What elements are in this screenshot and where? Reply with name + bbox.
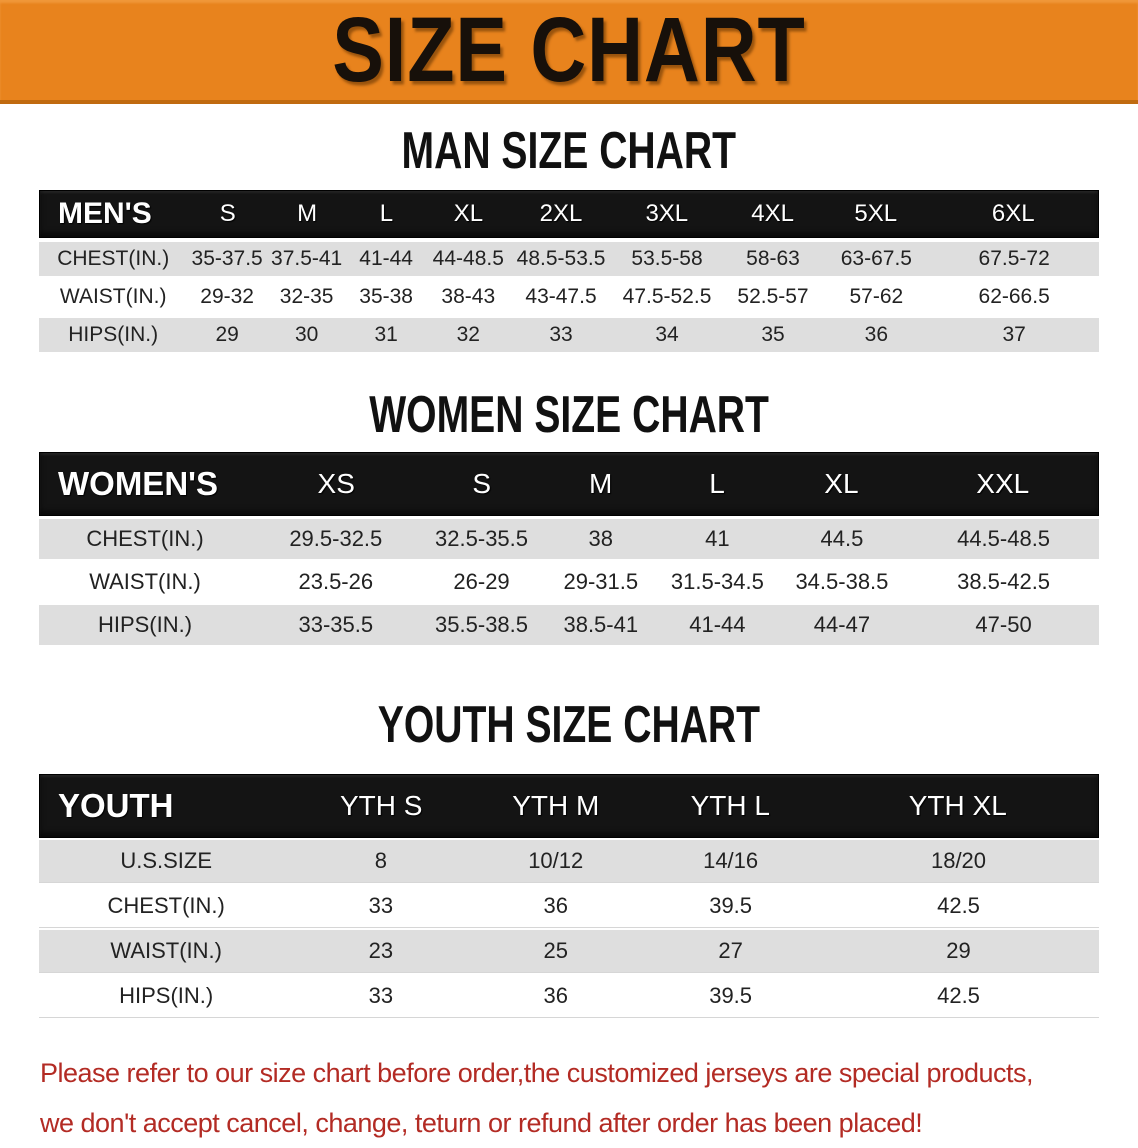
women-section-heading [0,384,1138,444]
table-row [39,840,1099,883]
table-row [39,975,1099,1018]
table-cell: 38 [588,526,614,551]
youth-table-header-row [39,774,1099,838]
table-cell: 36 [864,323,889,346]
column-header: 2XL [539,200,583,227]
man-section-heading [0,120,1138,180]
disclaimer-line-2: we don't accept cancel, change, teturn or refund after order has been placed! [40,1108,923,1138]
youth-section-heading [0,694,1138,754]
table-cell: 38.5-42.5 [957,569,1051,594]
women-size-table [39,452,1099,645]
table-row [39,519,1099,559]
banner-title: SIZE CHART [332,0,806,101]
column-header: 4XL [751,200,794,227]
table-cell: 25 [543,938,568,963]
column-header: YTH M [512,790,600,821]
table-cell: 18/20 [930,848,987,873]
table-cell: 26-29 [453,569,510,594]
table-cell: 34 [655,323,679,346]
table-cell: 33-35.5 [298,612,374,637]
column-header: XS [317,468,355,499]
table-cell: 10/12 [528,848,584,873]
column-header: 3XL [645,200,689,227]
column-header: L [379,200,394,227]
column-header: 5XL [854,200,898,227]
table-row [39,605,1099,645]
row-label: WAIST(IN.) [89,569,201,594]
table-cell: 35.5-38.5 [435,612,529,637]
table-cell: 53.5-58 [631,247,703,270]
table-cell: 35-38 [359,285,413,308]
men-table-title: MEN'S [58,197,152,230]
table-cell: 44-47 [813,612,871,637]
row-label: U.S.SIZE [120,848,213,873]
table-cell: 23.5-26 [298,569,374,594]
table-cell: 29-31.5 [563,569,639,594]
table-cell: 41-44 [359,247,413,270]
table-cell: 29 [946,938,971,963]
table-cell: 37 [1002,323,1026,346]
column-header: XL [824,468,859,499]
table-cell: 41-44 [689,612,746,637]
youth-table-title: YOUTH [58,787,174,824]
table-cell: 38-43 [441,285,496,308]
column-header: M [297,200,318,227]
table-cell: 35-37.5 [191,247,263,270]
size-chart-banner [0,0,1138,104]
table-cell: 36 [543,893,568,918]
table-row [39,280,1099,314]
table-cell: 41 [705,526,730,551]
disclaimer-text [40,1048,1138,1148]
row-label: HIPS(IN.) [119,983,214,1008]
table-cell: 57-62 [849,285,904,308]
row-label: HIPS(IN.) [68,323,159,346]
table-cell: 36 [543,983,568,1008]
youth-heading-text: YOUTH SIZE CHART [377,694,761,754]
table-cell: 34.5-38.5 [795,569,889,594]
table-cell: 42.5 [937,893,980,918]
table-cell: 38.5-41 [563,612,639,637]
column-header: YTH S [339,790,423,821]
column-header: XXL [976,468,1030,499]
row-label: WAIST(IN.) [59,285,167,308]
women-table-header-row [39,452,1099,516]
table-row [39,318,1099,352]
table-cell: 44.5-48.5 [957,526,1051,551]
table-cell: 31.5-34.5 [670,569,764,594]
table-cell: 37.5-41 [271,247,343,270]
table-cell: 44-48.5 [432,247,504,270]
column-header: M [589,468,613,499]
table-row [39,562,1099,602]
row-label: CHEST(IN.) [57,247,170,270]
table-cell: 32-35 [279,285,334,308]
table-cell: 47.5-52.5 [622,285,712,308]
column-header: 6XL [991,200,1035,227]
table-cell: 42.5 [937,983,980,1008]
table-cell: 44.5 [820,526,864,551]
men-size-table [39,190,1099,352]
table-cell: 63-67.5 [840,247,912,270]
table-cell: 33 [368,893,394,918]
table-cell: 43-47.5 [525,285,597,308]
column-header: XL [453,200,484,227]
table-cell: 23 [368,938,394,963]
table-cell: 29-32 [200,285,254,308]
row-label: CHEST(IN.) [107,893,225,918]
column-header: S [219,200,236,227]
men-table-header-row [39,190,1099,238]
table-cell: 67.5-72 [978,247,1050,270]
table-cell: 52.5-57 [737,285,809,308]
women-heading-text: WOMEN SIZE CHART [369,384,769,444]
row-label: WAIST(IN.) [110,938,222,963]
table-cell: 48.5-53.5 [516,247,606,270]
table-cell: 39.5 [709,893,753,918]
table-row [39,242,1099,276]
table-cell: 32.5-35.5 [435,526,529,551]
women-table-title: WOMEN'S [58,465,219,502]
table-cell: 27 [718,938,743,963]
table-cell: 35 [761,323,785,346]
table-cell: 32 [456,323,480,346]
column-header: YTH XL [908,790,1007,821]
table-cell: 33 [549,323,573,346]
table-cell: 29 [215,323,239,346]
table-cell: 39.5 [709,983,753,1008]
table-cell: 29.5-32.5 [289,526,383,551]
table-row [39,930,1099,973]
column-header: L [709,468,725,499]
table-cell: 58-63 [746,247,800,270]
table-cell: 30 [294,323,319,346]
table-row [39,885,1099,928]
man-heading-text: MAN SIZE CHART [401,120,737,180]
row-label: CHEST(IN.) [86,526,204,551]
column-header: S [472,468,492,499]
table-cell: 47-50 [975,612,1032,637]
column-header: YTH L [690,790,770,821]
row-label: HIPS(IN.) [97,612,193,637]
table-cell: 31 [374,323,398,346]
table-cell: 33 [368,983,394,1008]
table-cell: 8 [374,848,387,873]
table-cell: 14/16 [703,848,759,873]
youth-size-table [39,774,1099,1018]
table-cell: 62-66.5 [978,285,1050,308]
disclaimer-line-1: Please refer to our size chart before order,the customized jerseys are special products, [40,1058,1034,1088]
